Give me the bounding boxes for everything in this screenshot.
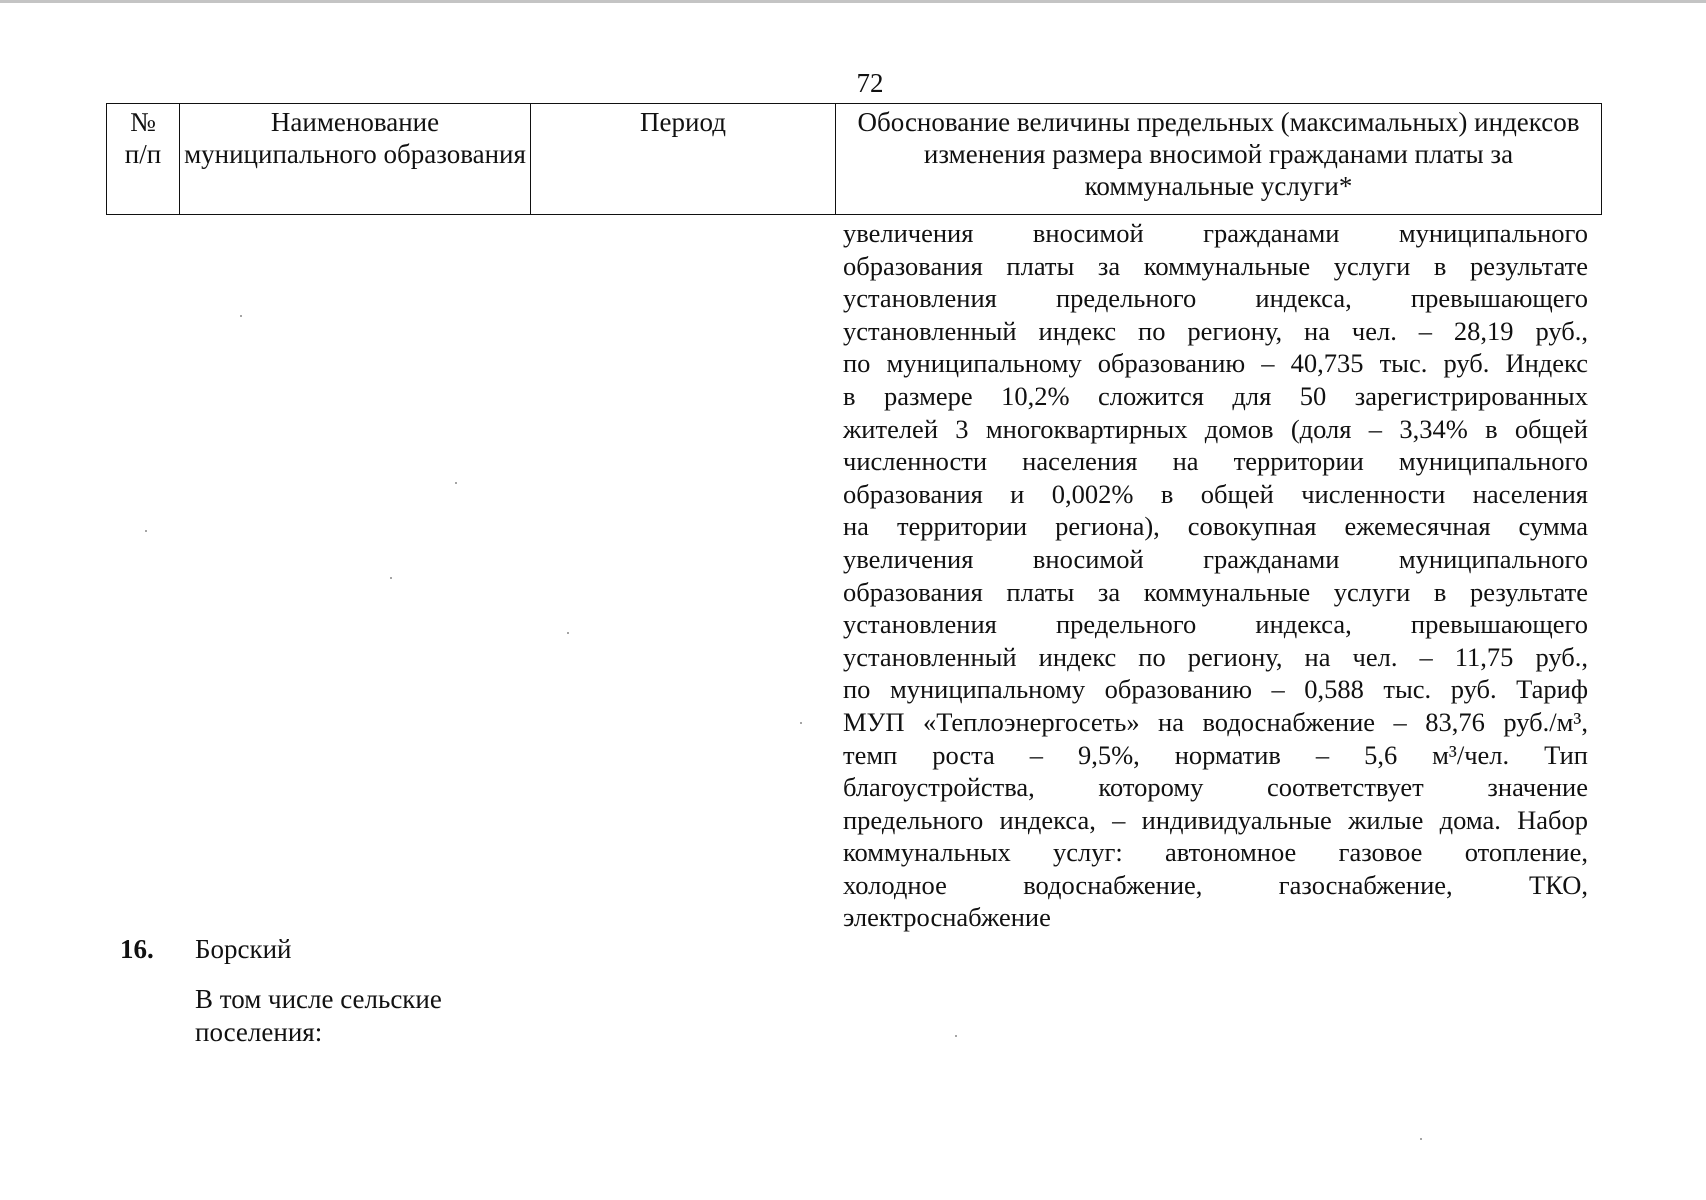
column-header-name-label: Наименование муниципального образования bbox=[184, 107, 526, 169]
scan-speck bbox=[455, 482, 457, 484]
basis-line: установленный индекс по региону, на чел. – 28,19 руб., bbox=[843, 315, 1588, 346]
basis-line: МУП «Теплоэнергосеть» на водоснабжение – 83,76 руб./м³, bbox=[843, 706, 1588, 737]
basis-line: жителей 3 многоквартирных домов (доля – 3,34% в общей bbox=[843, 413, 1588, 444]
basis-line: благоустройства, которому соответствует значение bbox=[843, 772, 1588, 803]
basis-line: образования платы за коммунальные услуги в результате bbox=[843, 576, 1588, 607]
municipality-name: Борский bbox=[195, 934, 292, 964]
basis-line: по муниципальному образованию – 0,588 тыс. руб. Тариф bbox=[843, 674, 1588, 705]
basis-line: на территории региона), совокупная ежемесячная сумма bbox=[843, 511, 1588, 542]
table-header bbox=[106, 103, 1602, 215]
scan-speck bbox=[390, 577, 392, 579]
basis-text-block bbox=[843, 217, 1588, 934]
basis-line: установления предельного индекса, превышающего bbox=[843, 283, 1588, 314]
column-header-name bbox=[180, 104, 531, 215]
basis-line: образования платы за коммунальные услуги в результате bbox=[843, 250, 1588, 281]
row-number: 16. bbox=[120, 934, 154, 964]
basis-line: в размере 10,2% сложится для 50 зарегистрированных bbox=[843, 380, 1588, 411]
basis-line: темп роста – 9,5%, норматив – 5,6 м³/чел. Тип bbox=[843, 739, 1588, 770]
column-header-number bbox=[107, 104, 180, 215]
basis-line: предельного индекса, – индивидуальные жилые дома. Набор bbox=[843, 804, 1588, 835]
scan-speck bbox=[145, 530, 147, 532]
column-header-basis-label: Обоснование величины предельных (максимальных) индексов изменения размера вносимой гражданами платы за коммунальные услуги* bbox=[857, 107, 1580, 201]
basis-line: увеличения вносимой гражданами муниципального bbox=[843, 218, 1588, 248]
basis-line: установления предельного индекса, превышающего bbox=[843, 609, 1588, 640]
column-header-period bbox=[531, 104, 836, 215]
scan-edge-line bbox=[0, 0, 1706, 3]
column-header-period-label: Период bbox=[640, 107, 726, 137]
scan-speck bbox=[955, 1035, 957, 1037]
basis-line: численности населения на территории муниципального bbox=[843, 446, 1588, 477]
basis-line: увеличения вносимой гражданами муниципального bbox=[843, 543, 1588, 574]
basis-line: установленный индекс по региону, на чел. – 11,75 руб., bbox=[843, 641, 1588, 672]
basis-line: электроснабжение bbox=[843, 902, 1051, 933]
basis-line: образования и 0,002% в общей численности населения bbox=[843, 478, 1588, 509]
municipality-subtitle: В том числе сельские поселения: bbox=[195, 984, 442, 1047]
basis-line: холодное водоснабжение, газоснабжение, ТКО, bbox=[843, 869, 1588, 900]
table-header-row bbox=[107, 104, 1602, 215]
scan-speck bbox=[1420, 1138, 1422, 1140]
scan-speck bbox=[800, 722, 802, 724]
scan-speck bbox=[567, 632, 569, 634]
basis-line: по муниципальному образованию – 40,735 тыс. руб. Индекс bbox=[843, 348, 1588, 379]
page-number: 72 bbox=[856, 68, 884, 98]
scan-speck bbox=[240, 315, 242, 317]
column-header-number-label: № п/п bbox=[124, 107, 162, 169]
basis-line: коммунальных услуг: автономное газовое отопление, bbox=[843, 837, 1588, 868]
column-header-basis bbox=[836, 104, 1602, 215]
